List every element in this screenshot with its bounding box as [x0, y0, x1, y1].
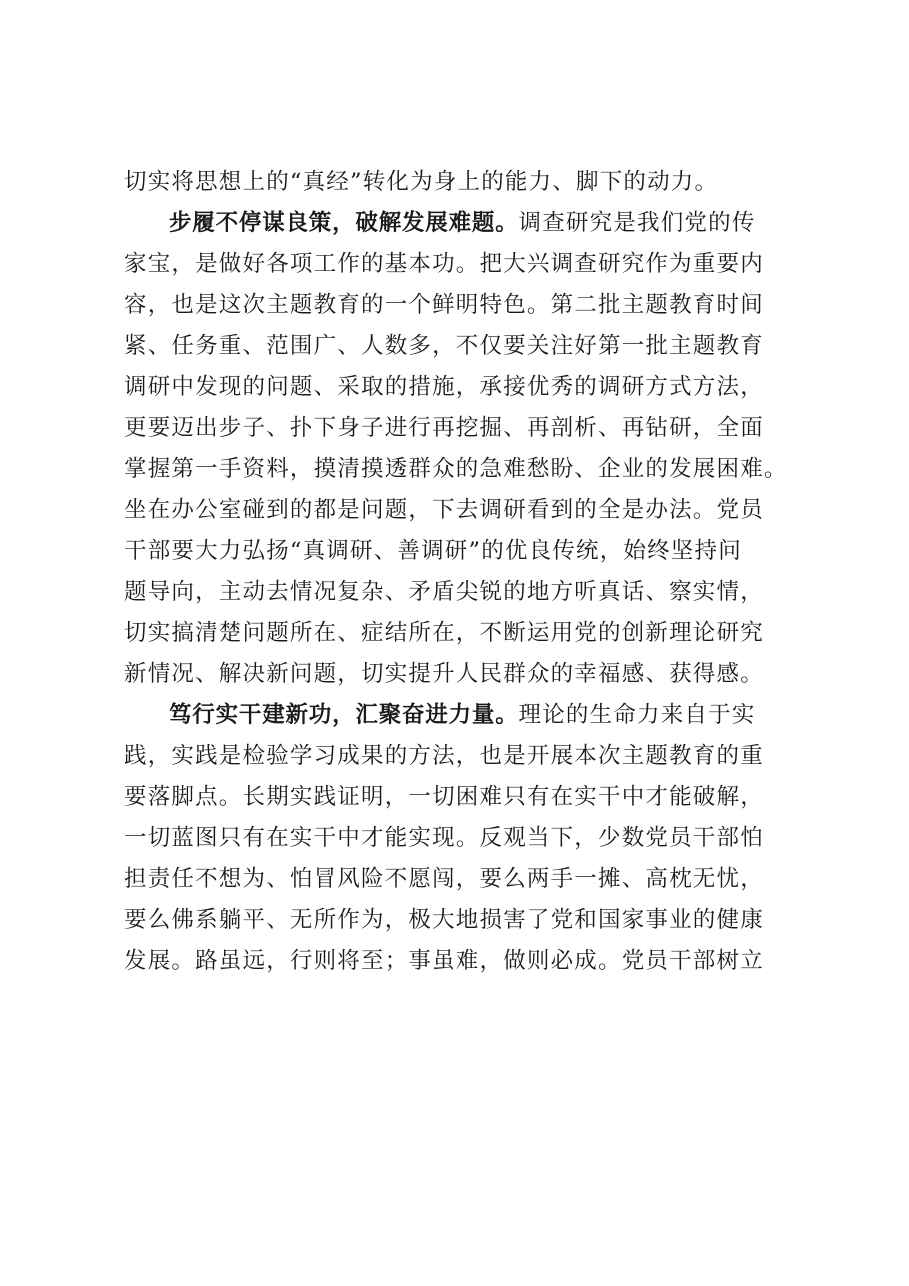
- line-text: 切实搞清楚问题所在、症结所在，不断运用党的创新理论研究: [124, 620, 764, 646]
- paragraph-first-line: [169, 693, 809, 737]
- line-text: 新情况、解决新问题，切实提升人民群众的幸福感、获得感。: [124, 661, 764, 687]
- text-line: [124, 816, 804, 860]
- text-line: [124, 160, 804, 204]
- paragraph-heading: 步履不停谋良策，破解发展难题。: [169, 210, 519, 236]
- line-text: 担责任不想为、怕冒风险不愿闯，要么两手一摊、高枕无忧，: [124, 866, 764, 892]
- text-line: [124, 939, 804, 983]
- text-line: [124, 652, 804, 696]
- line-text: 干部要大力弘扬“真调研、善调研”的优良传统，始终坚持问: [124, 538, 742, 564]
- text-line: [124, 447, 804, 491]
- text-line: [124, 283, 804, 327]
- line-text: 掌握第一手资料，摸清摸透群众的急难愁盼、企业的发展困难。: [124, 456, 788, 482]
- text-line: [124, 324, 804, 368]
- text-line: [124, 857, 804, 901]
- line-text: 要落脚点。长期实践证明，一切困难只有在实干中才能破解，: [124, 784, 764, 810]
- text-line: [124, 611, 804, 655]
- paragraph-first-line: [169, 201, 809, 245]
- text-line: [124, 898, 804, 942]
- line-text: 发展。路虽远，行则将至；事虽难，做则必成。党员干部树立: [124, 948, 764, 974]
- line-text: 要么佛系躺平、无所作为，极大地损害了党和国家事业的健康: [124, 907, 764, 933]
- line-text: 紧、任务重、范围广、人数多，不仅要关注好第一批主题教育: [124, 333, 764, 359]
- line-text: 更要迈出步子、扑下身子进行再挖掘、再剖析、再钻研，全面: [124, 415, 764, 441]
- paragraph-heading: 笃行实干建新功，汇聚奋进力量。: [169, 702, 519, 728]
- text-line: [124, 406, 804, 450]
- line-text: 坐在办公室碰到的都是问题，下去调研看到的全是办法。党员: [124, 497, 764, 523]
- line-text: 践，实践是检验学习成果的方法，也是开展本次主题教育的重: [124, 743, 764, 769]
- text-line: [124, 570, 804, 614]
- text-line: [124, 529, 804, 573]
- text-line: [124, 775, 804, 819]
- line-text: 调研中发现的问题、采取的措施，承接优秀的调研方式方法，: [124, 374, 764, 400]
- line-text: 一切蓝图只有在实干中才能实现。反观当下，少数党员干部怕: [124, 825, 764, 851]
- text-line: [124, 365, 804, 409]
- line-text: 家宝，是做好各项工作的基本功。把大兴调查研究作为重要内: [124, 251, 764, 277]
- line-text: 容，也是这次主题教育的一个鲜明特色。第二批主题教育时间: [124, 292, 764, 318]
- text-line: [124, 734, 804, 778]
- text-line: [124, 242, 804, 286]
- line-text: 题导向，主动去情况复杂、矛盾尖锐的地方听真话、察实情，: [124, 579, 764, 605]
- line-text: 切实将思想上的“真经”转化为身上的能力、脚下的动力。: [124, 169, 719, 195]
- line-text: 理论的生命力来自于实: [518, 702, 756, 728]
- text-line: [124, 488, 804, 532]
- line-text: 调查研究是我们党的传: [518, 210, 756, 236]
